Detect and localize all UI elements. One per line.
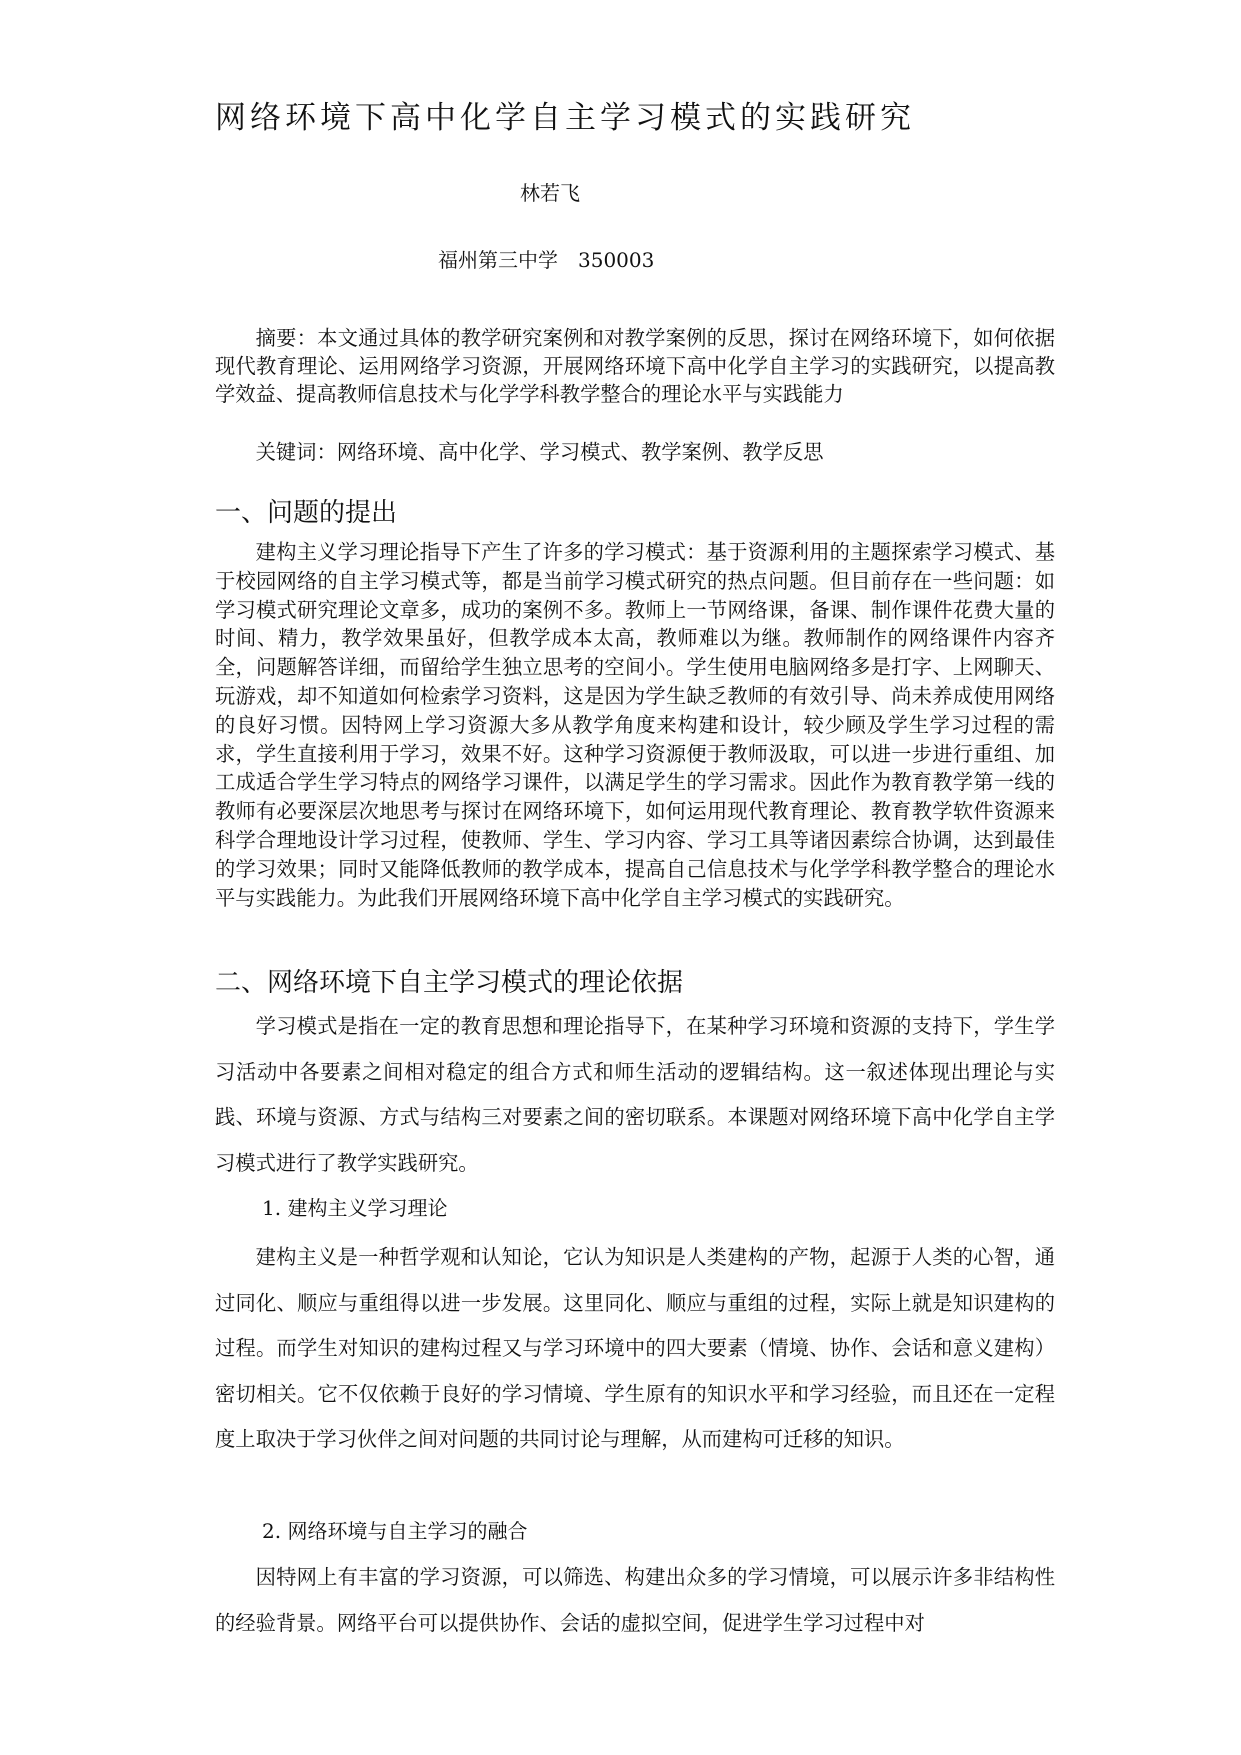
subsection-2-paragraph: 因特网上有丰富的学习资源，可以筛选、构建出众多的学习情境，可以展示许多非结构性的经验背景。网络平台可以提供协作、会话的虚拟空间，促进学生学习过程中对 — [215, 1565, 1055, 1635]
section-heading-1: 一、问题的提出 — [215, 498, 398, 528]
section-heading-2: 二、网络环境下自主学习模式的理论依据 — [215, 968, 684, 998]
section-2-paragraph: 学习模式是指在一定的教育思想和理论指导下，在某种学习环境和资源的支持下，学生学习活动中各要素之间相对稳定的组合方式和师生活动的逻辑结构。这一叙述体现出理论与实践、环境与资源、方式与结构三对要素之间的密切联系。本课题对网络环境下高中化学自主学习模式进行了教学实践研究。 — [215, 1014, 1055, 1175]
subsection-heading-1: 1. 建构主义学习理论 — [262, 1196, 448, 1220]
author-name: 林若飞 — [520, 181, 580, 205]
paper-title: 网络环境下高中化学自主学习模式的实践研究 — [215, 100, 915, 136]
subsection-heading-2: 2. 网络环境与自主学习的融合 — [262, 1519, 528, 1543]
keywords: 关键词：网络环境、高中化学、学习模式、教学案例、教学反思 — [255, 440, 824, 464]
section-1-paragraph: 建构主义学习理论指导下产生了许多的学习模式：基于资源利用的主题探索学习模式、基于校园网络的自主学习模式等，都是当前学习模式研究的热点问题。但目前存在一些问题：如学习模式研究理论文章多，成功的案例不多。教师上一节网络课，备课、制作课件花费大量的时间、精力，教学效果虽好，但教学成本太高，教师难以为继。教师制作的网络课件内容齐全，问题解答详细，而留给学生独立思考的空间小。学生使用电脑网络多是打字、上网聊天、玩游戏，却不知道如何检索学习资料，这是因为学生缺乏教师的有效引导、尚未养成使用网络的良好习惯。因特网上学习资源大多从教学角度来构建和设计，较少顾及学生学习过程的需求，学生直接利用于学习，效果不好。这种学习资源便于教师汲取，可以进一步进行重组、加工成适合学生学习特点的网络学习课件，以满足学生的学习需求。因此作为教育教学第一线的教师有必要深层次地思考与探讨在网络环境下，如何运用现代教育理论、教育教学软件资源来科学合理地设计学习过程，使教师、学生、学习内容、学习工具等诸因素综合协调，达到最佳的学习效果；同时又能降低教师的教学成本，提高自己信息技术与化学学科教学整合的理论水平与实践能力。为此我们开展网络环境下高中化学自主学习模式的实践研究。 — [215, 540, 1055, 910]
abstract: 摘要：本文通过具体的教学研究案例和对教学案例的反思，探讨在网络环境下，如何依据现代教育理论、运用网络学习资源，开展网络环境下高中化学自主学习的实践研究，以提高教学效益、提高教师信息技术与化学学科教学整合的理论水平与实践能力 — [215, 326, 1055, 406]
subsection-1-paragraph: 建构主义是一种哲学观和认知论，它认为知识是人类建构的产物，起源于人类的心智，通过同化、顺应与重组得以进一步发展。这里同化、顺应与重组的过程，实际上就是知识建构的过程。而学生对知识的建构过程又与学习环境中的四大要素（情境、协作、会话和意义建构）密切相关。它不仅依赖于良好的学习情境、学生原有的知识水平和学习经验，而且还在一定程度上取决于学习伙伴之间对问题的共同讨论与理解，从而建构可迁移的知识。 — [215, 1245, 1055, 1451]
author-affiliation: 福州第三中学 350003 — [438, 248, 655, 272]
